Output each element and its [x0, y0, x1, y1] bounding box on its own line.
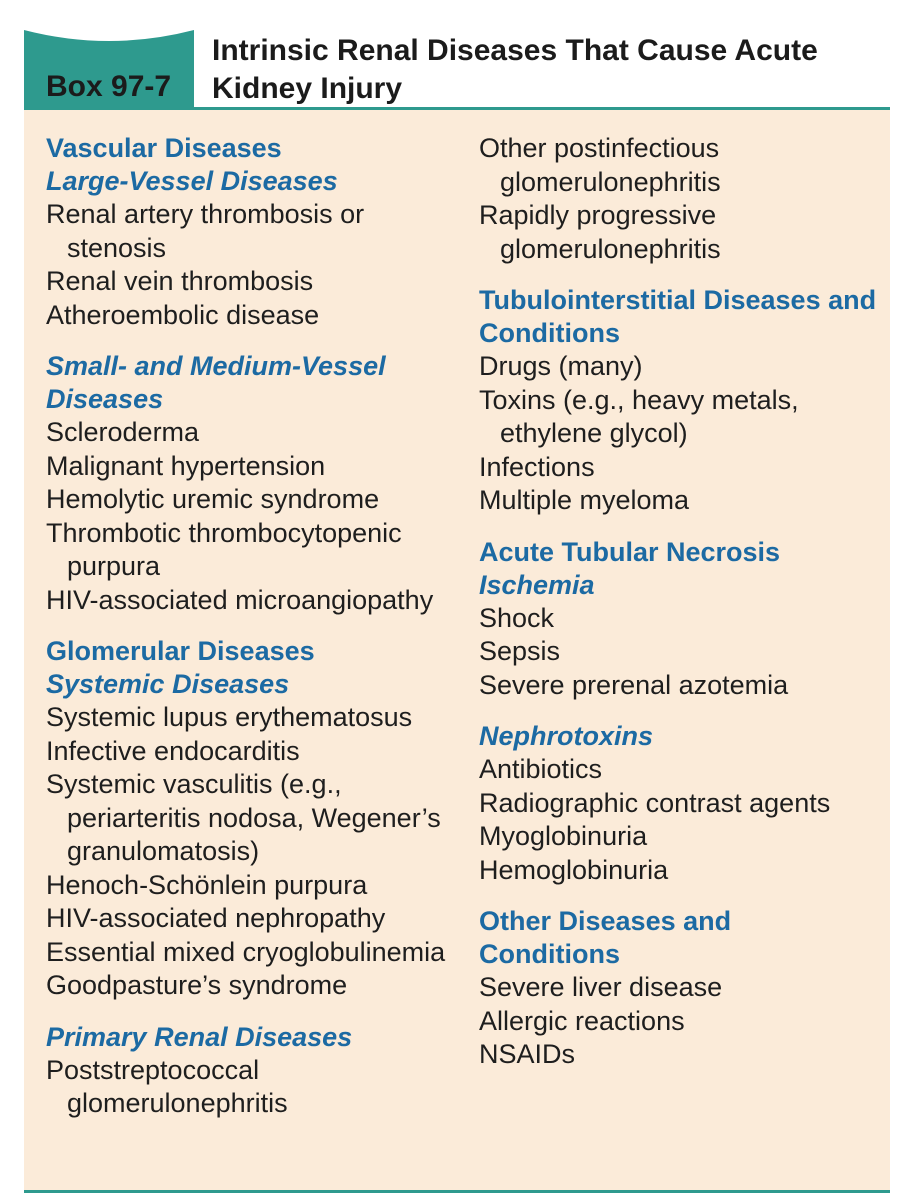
list-item: Multiple myeloma [479, 485, 690, 515]
left-column [46, 132, 456, 1121]
heading-other-diseases: Other Diseases and Conditions [479, 906, 732, 969]
list-item: Thrombotic thrombocytopenic purpura [46, 517, 402, 581]
list-item: Drugs (many) [479, 351, 643, 381]
box-title-line-2: Kidney Injury [212, 72, 403, 105]
list-item: Scleroderma [46, 417, 200, 447]
bottom-rule [24, 1190, 890, 1193]
box-title-line-1: Intrinsic Renal Diseases That Cause Acute [212, 34, 818, 67]
list-item: Sepsis [479, 636, 561, 666]
subheading-large-vessel: Large-Vessel Diseases [46, 166, 338, 196]
subheading-primary-renal: Primary Renal Diseases [46, 1021, 353, 1052]
list-item: Radiographic contrast agents [479, 787, 831, 818]
list-item: Infections [479, 451, 595, 482]
subheading-small-vessel: Small- and Medium-Vessel Diseases [46, 351, 386, 414]
box-panel [24, 110, 890, 1190]
list-item: Infective endocarditis [46, 735, 300, 766]
list-item: Antibiotics [479, 754, 603, 784]
list-item: Essential mixed cryoglobulinemia [46, 936, 446, 967]
list-item: HIV-associated microangiopathy [46, 584, 434, 615]
heading-glomerular: Glomerular Diseases [46, 636, 315, 666]
list-item: Malignant hypertension [46, 450, 326, 481]
subheading-systemic: Systemic Diseases [46, 669, 290, 699]
box-header [24, 30, 890, 110]
box-title [212, 32, 852, 108]
list-item: Renal vein thrombosis [46, 266, 314, 296]
list-item: Myoglobinuria [479, 821, 648, 851]
list-item: Goodpasture’s syndrome [46, 970, 348, 1000]
list-item: Severe liver disease [479, 972, 723, 1002]
list-item: Severe prerenal azotemia [479, 669, 789, 700]
heading-acute-tubular-necrosis: Acute Tubular Necrosis [479, 536, 781, 567]
list-item: Shock [479, 602, 555, 633]
list-item: Atheroembolic disease [46, 299, 320, 330]
list-item: Hemoglobinuria [479, 854, 669, 885]
list-item: Henoch-Schönlein purpura [46, 869, 368, 900]
list-item: HIV-associated nephropathy [46, 903, 386, 933]
list-item: Allergic reactions [479, 1005, 685, 1036]
list-item: Rapidly progressive glomerulonephritis [479, 200, 721, 264]
list-item: Toxins (e.g., heavy metals, ethylene glycol) [479, 384, 799, 448]
heading-tubulointerstitial: Tubulointerstitial Diseases and Conditions [479, 285, 877, 348]
list-item: NSAIDs [479, 1039, 576, 1069]
list-item: Poststreptococcal glomerulonephritis [46, 1054, 288, 1118]
list-item: Renal artery thrombosis or stenosis [46, 199, 365, 263]
list-item: Hemolytic uremic syndrome [46, 484, 380, 514]
list-item: Other postinfectious glomerulonephritis [479, 133, 721, 197]
list-item: Systemic lupus erythematosus [46, 702, 413, 732]
right-column [479, 132, 879, 1072]
box-tab [24, 30, 194, 110]
subheading-nephrotoxins: Nephrotoxins [479, 721, 654, 751]
heading-vascular: Vascular Diseases [46, 133, 282, 163]
list-item: Systemic vasculitis (e.g., periarteritis nodosa, Wegener’s granulomatosis) [46, 769, 441, 866]
box-number: Box 97-7 [46, 70, 172, 103]
subheading-ischemia: Ischemia [479, 569, 595, 600]
